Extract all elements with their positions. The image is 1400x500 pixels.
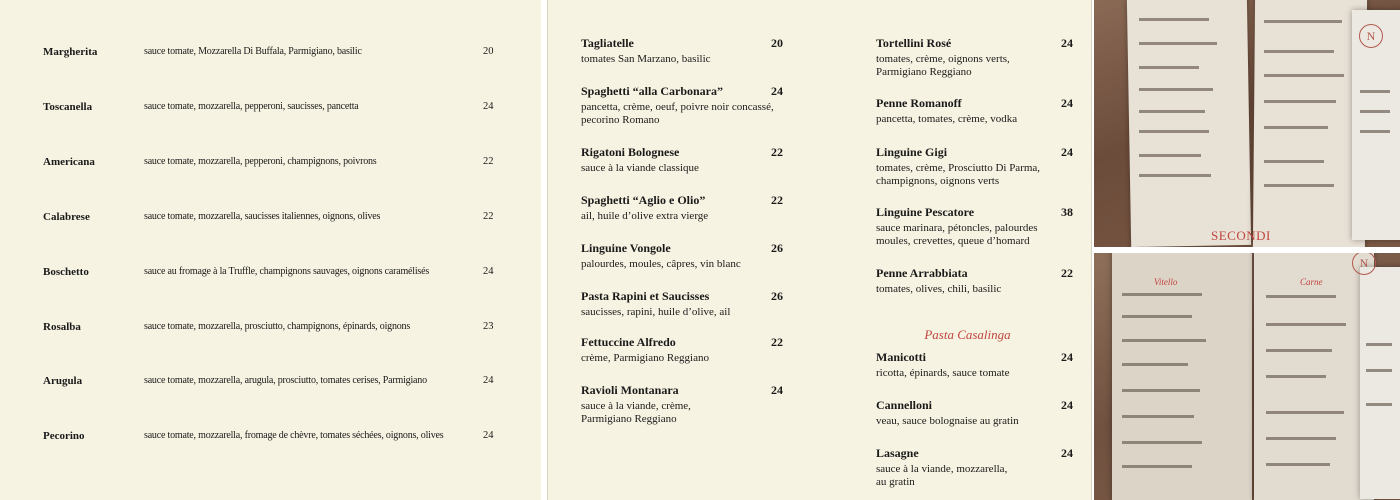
pasta-name: Pasta Rapini et Saucisses — [581, 289, 710, 303]
pasta-item — [876, 350, 1073, 380]
pizza-name: Arugula — [43, 375, 83, 387]
pizza-row — [0, 152, 541, 172]
pasta-name: Spaghetti “Aglio e Olio” — [581, 193, 706, 207]
pizza-row — [0, 317, 541, 337]
pasta-description: sauce à la viande, crème, Parmigiano Reggiano — [581, 400, 691, 425]
pizza-name: Pecorino — [43, 430, 85, 442]
pizza-description: sauce tomate, mozzarella, arugula, prosciutto, tomates cerises, Parmigiano — [144, 375, 427, 386]
pasta-name: Penne Romanoff — [876, 96, 962, 110]
pizza-row — [0, 97, 541, 117]
pizza-price: 23 — [483, 321, 494, 332]
pasta-menu-panel — [547, 0, 1092, 500]
pasta-description: sauce marinara, pétoncles, palourdes moules, crevettes, queue d’homard — [876, 222, 1038, 247]
pasta-price: 26 — [771, 289, 783, 303]
pasta-item — [876, 145, 1073, 188]
pizza-price: 22 — [483, 211, 494, 222]
pasta-price: 24 — [771, 84, 783, 98]
pasta-price: 24 — [1061, 350, 1073, 364]
pizza-row — [0, 42, 541, 62]
pasta-name: Linguine Vongole — [581, 241, 671, 255]
pasta-item — [876, 205, 1073, 248]
pizza-description: sauce tomate, mozzarella, pepperoni, saucisses, pancetta — [144, 101, 359, 112]
pasta-price: 26 — [771, 241, 783, 255]
pasta-description: tomates, crème, Prosciutto Di Parma, champignons, oignons verts — [876, 162, 1041, 187]
pasta-item — [581, 145, 783, 175]
secondi-label: SECONDI — [1211, 228, 1271, 243]
pasta-price: 24 — [1061, 446, 1073, 460]
pasta-name: Ravioli Montanara — [581, 383, 679, 397]
pasta-item — [581, 36, 783, 66]
pasta-name: Linguine Gigi — [876, 145, 948, 159]
pizza-description: sauce tomate, mozzarella, pepperoni, champignons, poivrons — [144, 156, 377, 167]
pasta-price: 20 — [771, 36, 783, 50]
pasta-description: tomates, olives, chili, basilic — [876, 283, 1002, 295]
carne-label: Carne — [1300, 277, 1323, 287]
pasta-description: crème, Parmigiano Reggiano — [581, 352, 709, 364]
pasta-item — [876, 36, 1073, 79]
pizza-description: sauce tomate, mozzarella, fromage de chèvre, tomates séchées, oignons, olives — [144, 430, 444, 441]
pasta-price: 22 — [771, 335, 783, 349]
pasta-item — [581, 193, 783, 223]
pasta-name: Penne Arrabbiata — [876, 266, 968, 280]
pasta-description: veau, sauce bolognaise au gratin — [876, 415, 1019, 427]
pasta-name: Manicotti — [876, 350, 926, 364]
pasta-name: Rigatoni Bolognese — [581, 145, 680, 159]
pasta-price: 38 — [1061, 205, 1073, 219]
vitello-label: Vitello — [1154, 277, 1178, 287]
pasta-description: palourdes, moules, câpres, vin blanc — [581, 258, 741, 270]
pizza-price: 20 — [483, 46, 494, 57]
n-logo-icon: N — [1352, 253, 1376, 275]
pizza-price: 24 — [483, 266, 494, 277]
pizza-row — [0, 426, 541, 446]
menu-sheet-left — [1112, 253, 1252, 500]
pizza-description: sauce tomate, mozzarella, prosciutto, champignons, épinards, oignons — [144, 321, 411, 332]
pasta-description: sauce à la viande classique — [581, 162, 699, 174]
pasta-name: Lasagne — [876, 446, 919, 460]
pasta-item — [581, 335, 783, 365]
pasta-name: Fettuccine Alfredo — [581, 335, 676, 349]
pasta-item — [876, 446, 1073, 489]
pizza-row — [0, 207, 541, 227]
pasta-name: Tagliatelle — [581, 36, 634, 50]
menu-photo-bottom — [1094, 253, 1400, 500]
pasta-description: sauce à la viande, mozzarella, au gratin — [876, 463, 1008, 488]
pizza-description: sauce au fromage à la Truffle, champignons sauvages, oignons caramélisés — [144, 266, 430, 277]
pasta-name: Tortellini Rosé — [876, 36, 952, 50]
pasta-item — [876, 398, 1073, 428]
n-logo-icon: N — [1359, 24, 1383, 48]
menu-photo-top — [1094, 0, 1400, 247]
pizza-price: 24 — [483, 101, 494, 112]
pasta-price: 24 — [771, 383, 783, 397]
pasta-description: tomates, crème, oignons verts, Parmigiano Reggiano — [876, 53, 1010, 78]
section-title-pasta-casalinga: Pasta Casalinga — [924, 327, 1011, 342]
pasta-item — [581, 241, 783, 271]
pasta-item — [581, 84, 783, 127]
pasta-item — [876, 266, 1073, 296]
pasta-name: Spaghetti “alla Carbonara” — [581, 84, 724, 98]
pasta-item — [581, 383, 783, 426]
pizza-menu-panel — [0, 0, 541, 500]
pizza-row — [0, 371, 541, 391]
pasta-description: ail, huile d’olive extra vierge — [581, 210, 709, 222]
pasta-price: 22 — [771, 193, 783, 207]
pasta-price: 24 — [1061, 96, 1073, 110]
pasta-description: tomates San Marzano, basilic — [581, 53, 711, 65]
pizza-price: 22 — [483, 156, 494, 167]
pizza-description: sauce tomate, mozzarella, saucisses italiennes, oignons, olives — [144, 211, 381, 222]
pasta-name: Cannelloni — [876, 398, 933, 412]
pizza-description: sauce tomate, Mozzarella Di Buffala, Parmigiano, basilic — [144, 46, 362, 57]
pizza-name: Margherita — [43, 46, 98, 58]
pasta-description: ricotta, épinards, sauce tomate — [876, 367, 1010, 379]
pasta-price: 24 — [1061, 398, 1073, 412]
pizza-name: Rosalba — [43, 321, 81, 333]
pizza-name: Toscanella — [43, 101, 93, 113]
pizza-price: 24 — [483, 375, 494, 386]
pasta-price: 24 — [1061, 145, 1073, 159]
pizza-name: Americana — [43, 156, 95, 168]
menu-sheet-right — [1253, 0, 1367, 247]
pasta-item — [876, 96, 1073, 126]
pasta-description: pancetta, tomates, crème, vodka — [876, 113, 1018, 125]
pasta-price: 24 — [1061, 36, 1073, 50]
pasta-item — [581, 289, 783, 319]
pizza-name: Boschetto — [43, 266, 89, 278]
pasta-name: Linguine Pescatore — [876, 205, 975, 219]
menu-sheet-edge — [1360, 267, 1400, 499]
pasta-price: 22 — [1061, 266, 1073, 280]
menu-sheet-left — [1127, 0, 1251, 247]
pizza-row — [0, 262, 541, 282]
pasta-description: pancetta, crème, oeuf, poivre noir concassé, pecorino Romano — [581, 101, 774, 126]
pasta-description: saucisses, rapini, huile d’olive, ail — [581, 306, 731, 318]
pasta-price: 22 — [771, 145, 783, 159]
pizza-name: Calabrese — [43, 211, 90, 223]
pizza-price: 24 — [483, 430, 494, 441]
